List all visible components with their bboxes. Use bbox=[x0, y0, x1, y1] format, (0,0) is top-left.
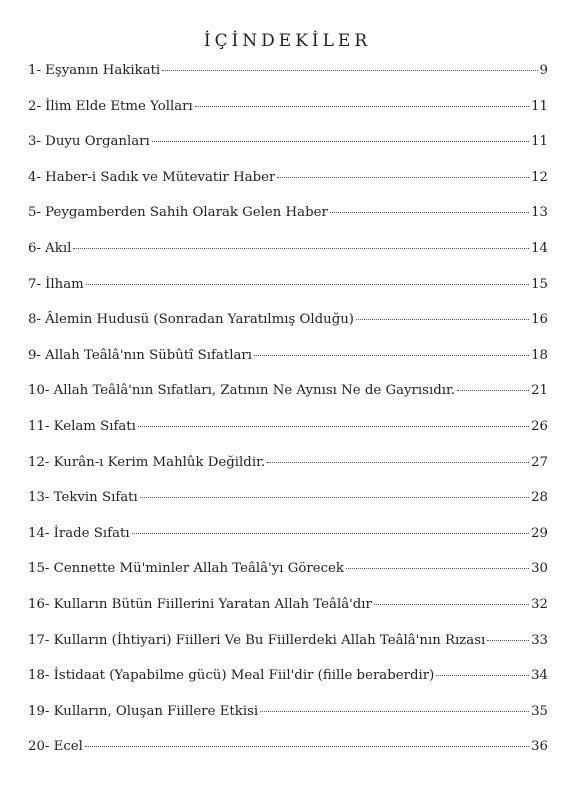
toc-dot-leader bbox=[487, 640, 529, 641]
toc-entry bbox=[28, 595, 548, 631]
toc-entry bbox=[28, 168, 548, 204]
toc-entry-title: 6- Akıl bbox=[28, 240, 72, 256]
toc-entry bbox=[28, 453, 548, 489]
toc-page-number: 15 bbox=[531, 276, 548, 292]
toc-entry bbox=[28, 417, 548, 453]
toc-page-number: 14 bbox=[531, 240, 548, 256]
toc-page-number: 34 bbox=[531, 668, 548, 684]
toc-entry-title: 4- Haber-i Sadık ve Mütevatir Haber bbox=[28, 169, 276, 185]
toc-entry-title: 19- Kulların, Oluşan Fiillere Etkisi bbox=[28, 703, 259, 719]
toc-dot-leader bbox=[73, 248, 529, 249]
toc-entry bbox=[28, 239, 548, 275]
toc-entry bbox=[28, 488, 548, 524]
toc-page-number: 32 bbox=[531, 596, 548, 612]
toc-dot-leader bbox=[138, 426, 529, 427]
toc-entry bbox=[28, 702, 548, 738]
toc-entry-title: 14- İrade Sıfatı bbox=[28, 525, 130, 541]
toc-dot-leader bbox=[267, 462, 529, 463]
toc-dot-leader bbox=[162, 70, 537, 71]
toc-dot-leader bbox=[260, 711, 529, 712]
toc-dot-leader bbox=[277, 177, 529, 178]
toc-page-number: 36 bbox=[531, 739, 548, 755]
toc-dot-leader bbox=[330, 212, 529, 213]
toc-entry-title: 7- İlham bbox=[28, 276, 84, 292]
toc-entry-title: 17- Kulların (İhtiyari) Fiilleri Ve Bu Fiillerdeki Allah Teâlâ'nın Rızası bbox=[28, 632, 486, 648]
toc-page-number: 28 bbox=[531, 490, 548, 506]
toc-entry-title: 9- Allah Teâlâ'nın Sübûtî Sıfatları bbox=[28, 347, 252, 363]
toc-page-number: 13 bbox=[531, 205, 548, 221]
toc-page-number: 11 bbox=[531, 98, 548, 114]
toc-entry-title: 20- Ecel bbox=[28, 739, 83, 755]
toc-page-number: 18 bbox=[531, 347, 548, 363]
toc-entry bbox=[28, 310, 548, 346]
toc-page-number: 16 bbox=[531, 312, 548, 328]
toc-entry-title: 3- Duyu Organları bbox=[28, 134, 150, 150]
toc-entry-title: 13- Tekvin Sıfatı bbox=[28, 490, 138, 506]
toc-page-number: 26 bbox=[531, 418, 548, 434]
toc-dot-leader bbox=[436, 675, 529, 676]
toc-dot-leader bbox=[457, 390, 529, 391]
toc-entry bbox=[28, 132, 548, 168]
toc-dot-leader bbox=[86, 284, 529, 285]
toc-page-number: 21 bbox=[531, 383, 548, 399]
table-of-contents bbox=[28, 61, 548, 773]
toc-entry-title: 15- Cennette Mü'minler Allah Teâlâ'yı Görecek bbox=[28, 561, 344, 577]
toc-entry bbox=[28, 381, 548, 417]
toc-page-number: 29 bbox=[531, 525, 548, 541]
toc-entry-title: 1- Eşyanın Hakikati bbox=[28, 63, 161, 78]
toc-dot-leader bbox=[85, 746, 529, 747]
toc-page-number: 35 bbox=[531, 703, 548, 719]
toc-page-number: 11 bbox=[531, 134, 548, 150]
toc-entry bbox=[28, 346, 548, 382]
toc-entry-title: 8- Âlemin Hudusü (Sonradan Yaratılmış Olduğu) bbox=[28, 312, 354, 328]
toc-dot-leader bbox=[195, 106, 529, 107]
toc-entry bbox=[28, 61, 548, 97]
toc-page-number: 30 bbox=[531, 561, 548, 577]
toc-dot-leader bbox=[132, 533, 529, 534]
toc-dot-leader bbox=[346, 568, 529, 569]
toc-entry-title: 5- Peygamberden Sahih Olarak Gelen Haber bbox=[28, 205, 328, 221]
toc-entry bbox=[28, 275, 548, 311]
toc-entry bbox=[28, 97, 548, 133]
toc-entry bbox=[28, 559, 548, 595]
toc-entry-title: 12- Kurân-ı Kerim Mahlûk Değildir. bbox=[28, 454, 266, 470]
toc-dot-leader bbox=[254, 355, 529, 356]
toc-page-number: 12 bbox=[531, 169, 548, 185]
toc-page-number: 27 bbox=[531, 454, 548, 470]
toc-dot-leader bbox=[356, 319, 529, 320]
toc-entry bbox=[28, 666, 548, 702]
toc-entry bbox=[28, 524, 548, 560]
toc-dot-leader bbox=[140, 497, 529, 498]
toc-page-number: 9 bbox=[539, 63, 548, 78]
toc-page-number: 33 bbox=[531, 632, 548, 648]
toc-entry bbox=[28, 737, 548, 773]
page-title: İÇİNDEKİLER bbox=[203, 31, 372, 52]
toc-entry bbox=[28, 631, 548, 667]
toc-entry-title: 11- Kelam Sıfatı bbox=[28, 418, 136, 434]
toc-entry-title: 10- Allah Teâlâ'nın Sıfatları, Zatının Ne Aynısı Ne de Gayrısıdır. bbox=[28, 383, 456, 399]
toc-entry bbox=[28, 203, 548, 239]
toc-entry-title: 16- Kulların Bütün Fiillerini Yaratan Allah Teâlâ'dır bbox=[28, 596, 372, 612]
toc-dot-leader bbox=[374, 604, 529, 605]
toc-dot-leader bbox=[152, 141, 529, 142]
toc-entry-title: 2- İlim Elde Etme Yolları bbox=[28, 98, 193, 114]
toc-entry-title: 18- İstidaat (Yapabilme gücü) Meal Fiil'dir (fiille beraberdir) bbox=[28, 668, 435, 684]
